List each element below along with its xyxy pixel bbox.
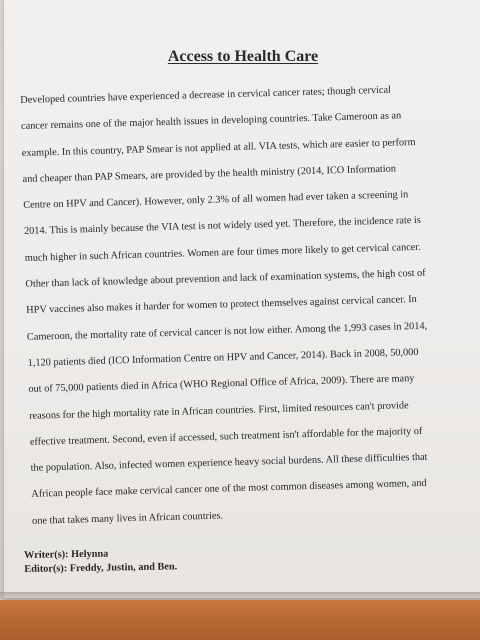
body-line: African people face make cervical cancer one of the most common diseases among women, and [31, 478, 427, 501]
body-line: 1,120 patients died (ICO Information Centre on HPV and Cancer, 2014). Back in 2008, 50,000 [27, 346, 419, 369]
body-line: Centre on HPV and Cancer). However, only 2.3% of all women had ever taken a screening in [23, 189, 409, 212]
body-line: Cameroon, the mortality rate of cervical cancer is not low either. Among the 1,993 cases in 2014, [26, 320, 428, 343]
body-line: reasons for the high mortality rate in African countries. First, limited resources can't provide [29, 399, 409, 422]
body-line: example. In this country, PAP Smear is not applied at all. VIA tests, which are easier to perform [21, 136, 416, 159]
credits-block [24, 546, 177, 577]
body-line: one that takes many lives in African countries. [31, 510, 224, 527]
body-line: 2014. This is mainly because the VIA test is not widely used yet. Therefore, the incidence rate is [23, 215, 421, 238]
writer-credit: Writer(s): Helynna [24, 548, 109, 561]
body-line: cancer remains one of the major health issues in developing countries. Take Cameroon as an [20, 110, 402, 133]
document-title: Access to Health Care [167, 48, 319, 65]
body-line: HPV vaccines also makes it harder for women to protect themselves against cervical cancer. In [26, 294, 417, 317]
editor-credit: Editor(s): Freddy, Justin, and Ben. [24, 561, 178, 575]
body-line: out of 75,000 patients died in Africa (WHO Regional Office of Africa, 2009). There are many [28, 373, 415, 396]
sheet-bottom-shadow [0, 592, 480, 602]
body-line: much higher in such African countries. Women are four times more likely to get cervical cancer. [24, 241, 421, 264]
body-line: Other than lack of knowledge about prevention and lack of examination systems, the high cost of [25, 267, 426, 290]
body-line: and cheaper than PAP Smears, are provided by the health ministry (2014, ICO Information [22, 163, 397, 185]
body-line: Developed countries have experienced a decrease in cervical cancer rates; though cervical [20, 84, 392, 106]
table-surface [0, 600, 480, 640]
body-line: the population. Also, infected women experience heavy social burdens. All these difficulties that [30, 451, 428, 475]
paper-sheet [4, 0, 480, 598]
body-paragraph [20, 76, 476, 535]
body-line: effective treatment. Second, even if accessed, such treatment isn't affordable for the majority of [29, 425, 423, 448]
